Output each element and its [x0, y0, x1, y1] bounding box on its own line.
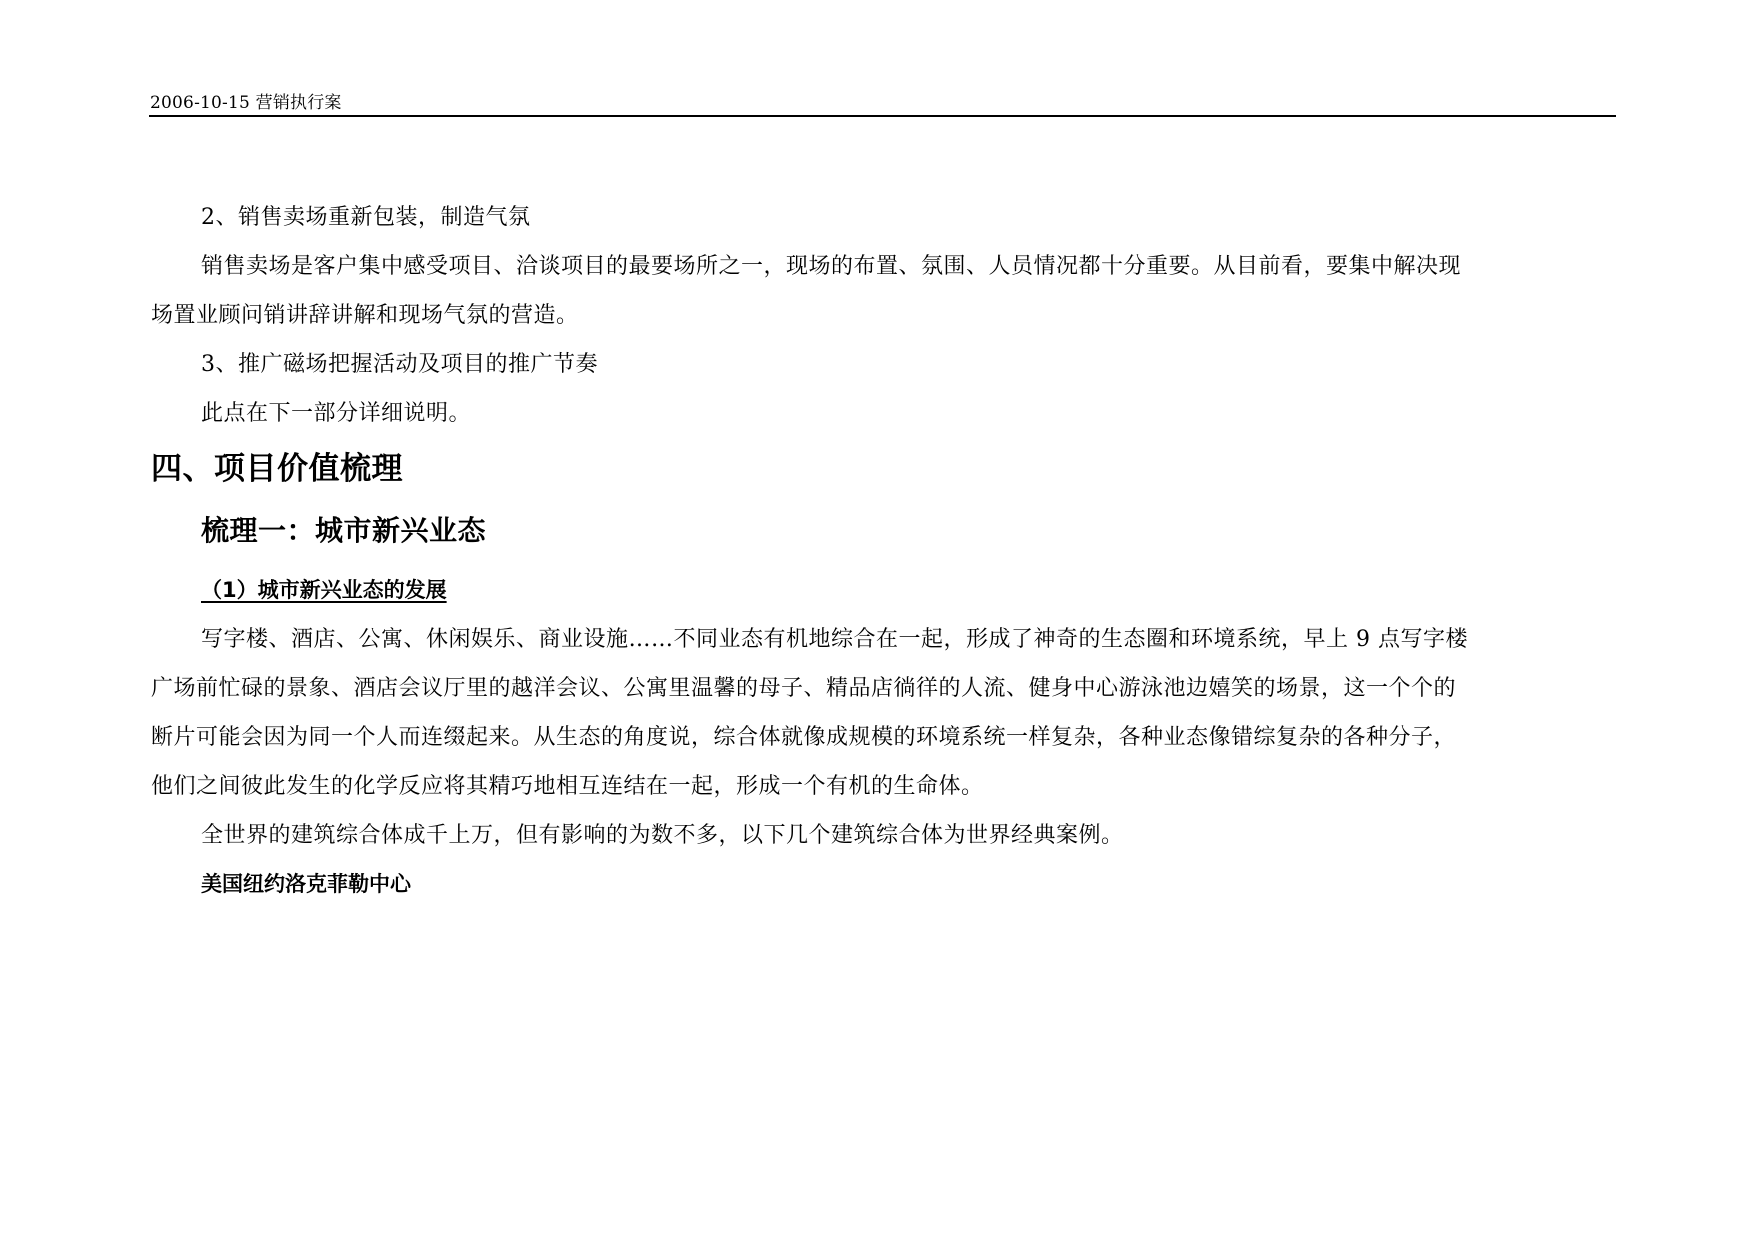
para1-line1: 写字楼、酒店、公寓、休闲娱乐、商业设施……不同业态有机地综合在一起，形成了神奇的生态圈和环境系统，早上 9 点写字楼 — [201, 627, 1468, 652]
sub1-1-heading: （1）城市新兴业态的发展 — [201, 578, 447, 602]
item3-title: 3、推广磁场把握活动及项目的推广节奏 — [201, 352, 598, 377]
sub1-heading: 梳理一：城市新兴业态 — [201, 514, 487, 547]
item3-paragraph: 此点在下一部分详细说明。 — [201, 401, 472, 426]
para1-line4: 他们之间彼此发生的化学反应将其精巧地相互连结在一起，形成一个有机的生命体。 — [151, 774, 984, 799]
item2-title: 2、销售卖场重新包装，制造气氛 — [201, 205, 531, 230]
section4-heading: 四、项目价值梳理 — [151, 451, 403, 487]
item2-paragraph-line1: 销售卖场是客户集中感受项目、洽谈项目的最要场所之一，现场的布置、氛围、人员情况都十分重要。从目前看，要集中解决现 — [201, 254, 1462, 279]
para1-line2: 广场前忙碌的景象、酒店会议厅里的越洋会议、公寓里温馨的母子、精品店徜徉的人流、健身中心游泳池边嬉笑的场景，这一个个的 — [151, 676, 1457, 701]
page-header: 2006-10-15 营销执行案 — [150, 93, 342, 113]
para1-line3: 断片可能会因为同一个人而连缀起来。从生态的角度说，综合体就像成规模的环境系统一样复杂，各种业态像错综复杂的各种分子， — [151, 725, 1457, 750]
item2-paragraph-line2: 场置业顾问销讲辞讲解和现场气氛的营造。 — [151, 303, 579, 328]
case1-heading: 美国纽约洛克菲勒中心 — [201, 872, 411, 896]
para2: 全世界的建筑综合体成千上万，但有影响的为数不多，以下几个建筑综合体为世界经典案例。 — [201, 823, 1124, 848]
header-rule — [149, 115, 1616, 117]
